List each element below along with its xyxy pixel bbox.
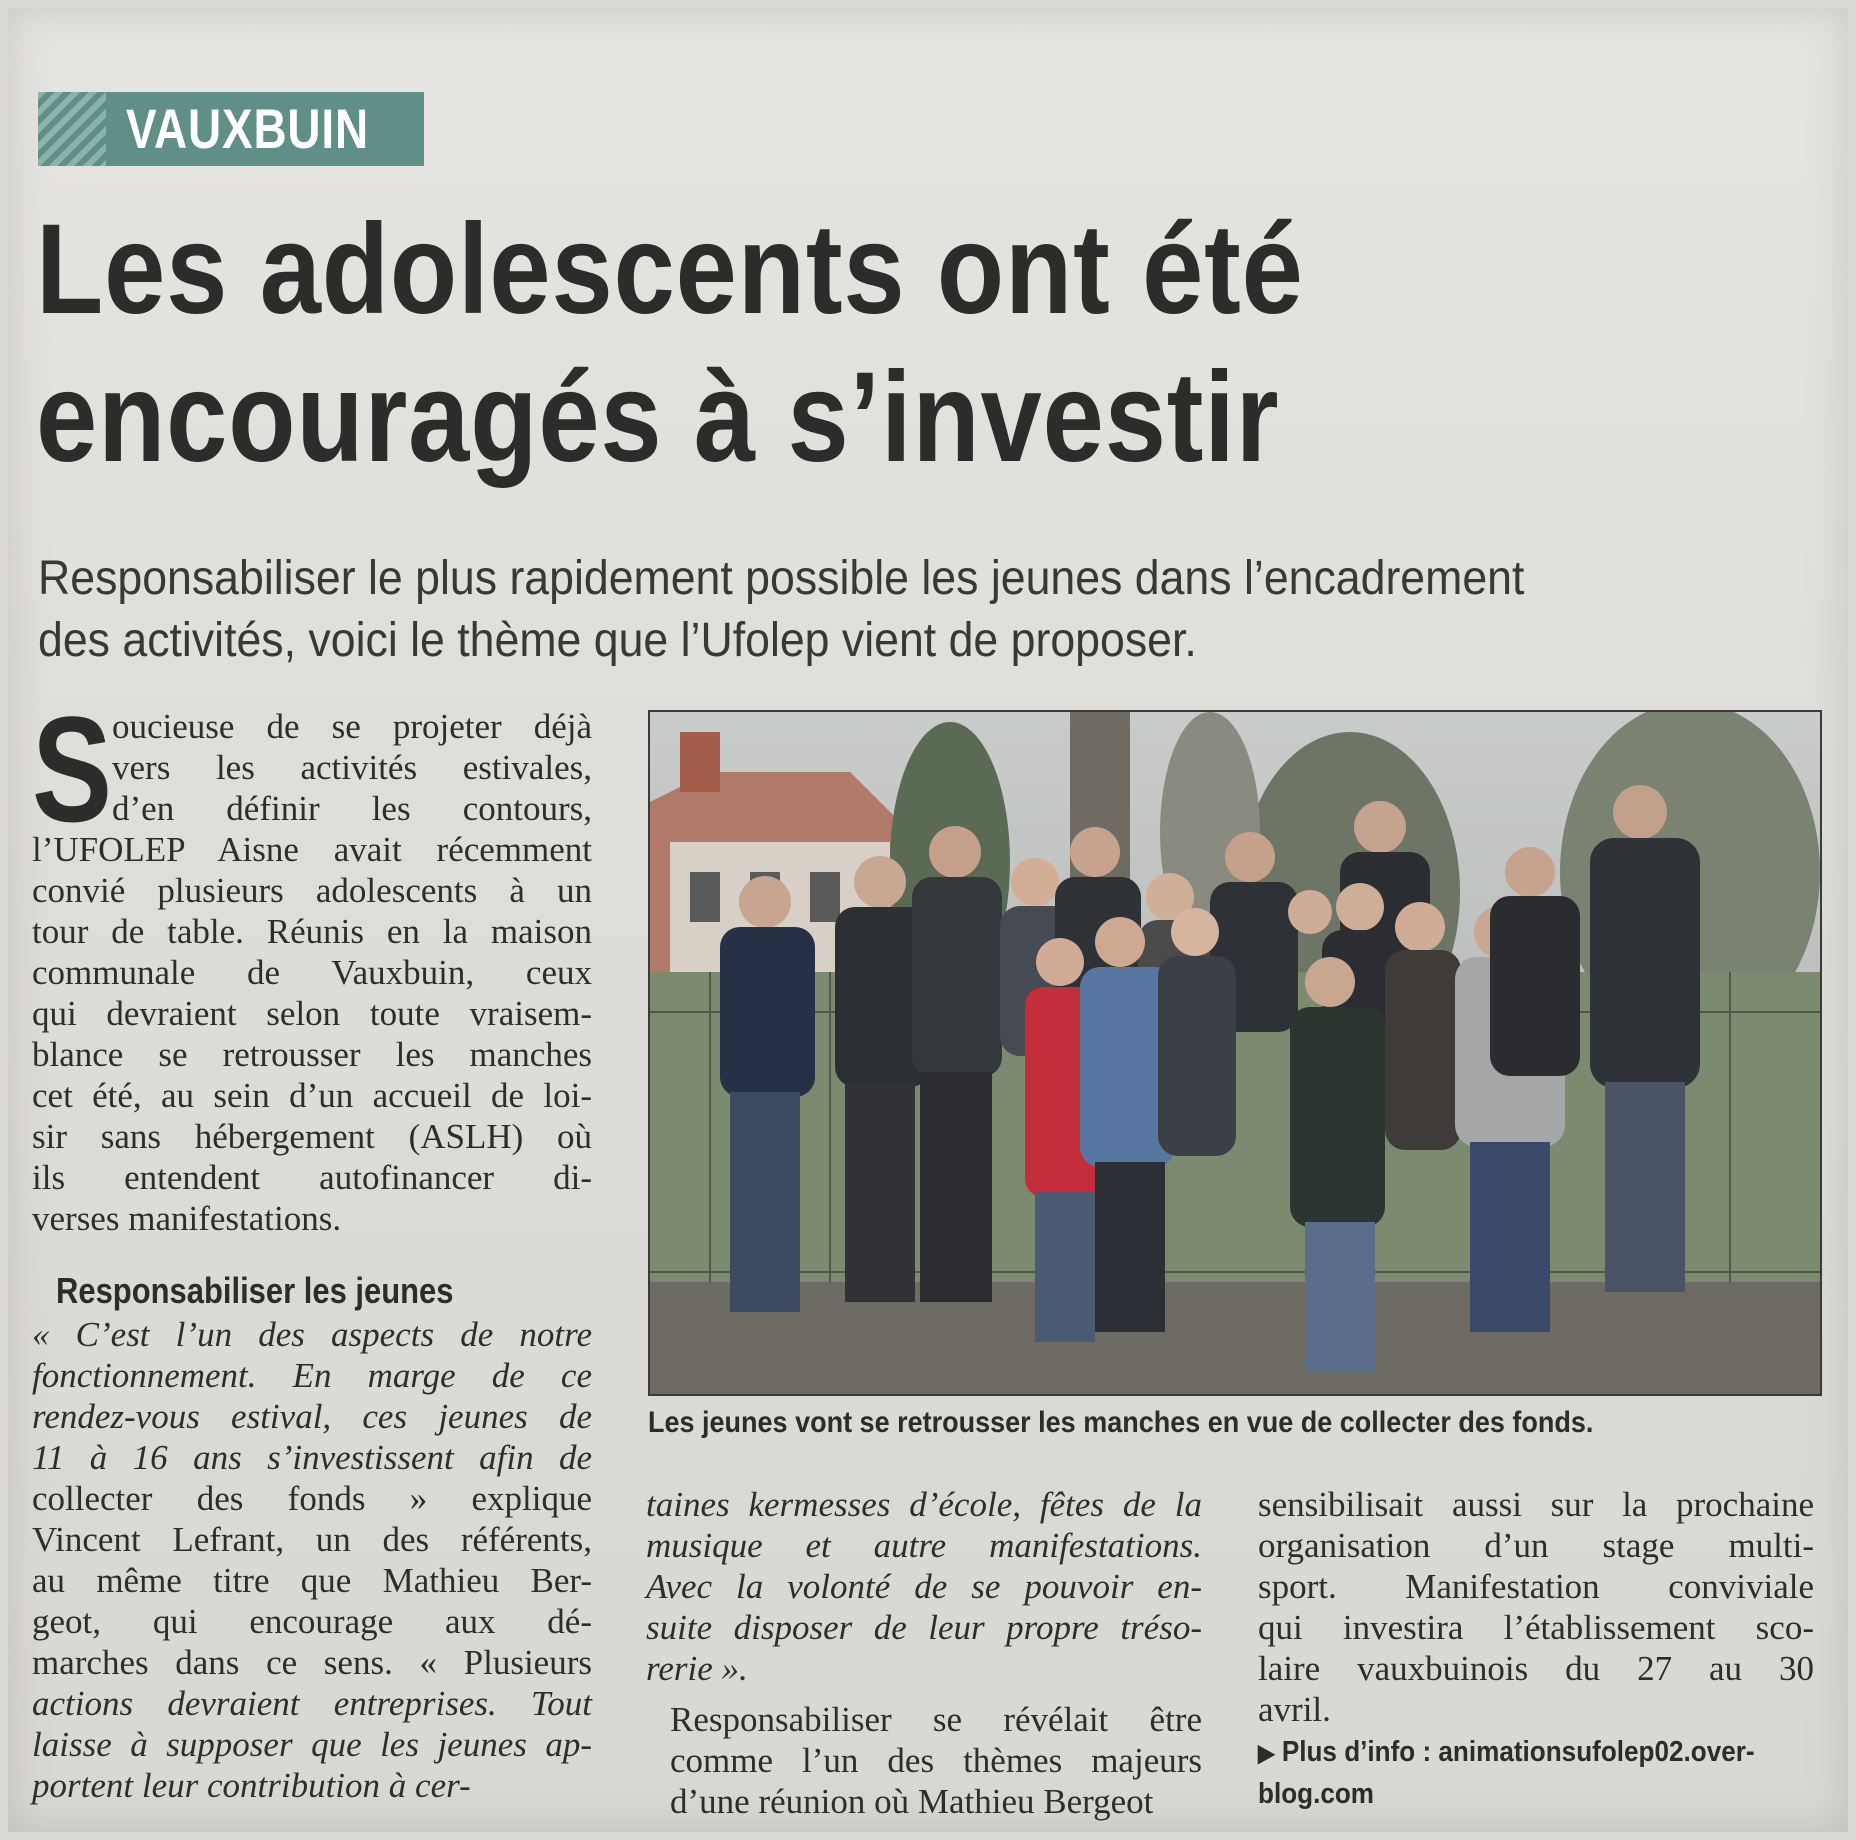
section-kicker (38, 92, 424, 166)
body-column-2 (646, 1484, 1202, 1822)
text-line: l’UFOLEP Aisne avait récemment (32, 830, 592, 869)
text-line: vers les activités estivales, (112, 748, 592, 787)
text-line: verses manifestations. (32, 1199, 342, 1238)
text-line: laisse à supposer que les jeunes ap- (32, 1725, 592, 1764)
drop-cap: S (32, 685, 113, 853)
text-line: portent leur contribution à cer- (32, 1766, 471, 1805)
text-line: organisation d’un stage multi- (1258, 1526, 1814, 1565)
text-line: d’en définir les contours, (112, 789, 592, 828)
text-line: oucieuse de se projeter déjà (112, 707, 592, 746)
more-info-label: Plus d’info : (1281, 1736, 1432, 1768)
text-line: tour de table. Réunis en la maison (32, 912, 592, 951)
body-column-1-quote (32, 1314, 592, 1806)
text-line: rerie ». (646, 1649, 748, 1688)
newspaper-page (8, 8, 1848, 1832)
text-line: « C’est l’un des aspects de notre (32, 1315, 592, 1354)
body-column-1-intro (32, 685, 592, 1239)
text-line: Avec la volonté de se pouvoir en- (646, 1567, 1202, 1606)
group-photo (648, 710, 1822, 1396)
text-line: fonctionnement. En marge de ce (32, 1356, 592, 1395)
text-line: sensibilisait aussi sur la prochaine (1258, 1485, 1814, 1524)
text-line: Responsabiliser se révélait être (670, 1700, 1202, 1739)
text-line: laire vauxbuinois du 27 au 30 (1258, 1649, 1814, 1688)
text-line: taines kermesses d’école, fêtes de la (646, 1485, 1202, 1524)
intro-paragraph (32, 685, 592, 1239)
group-photo-image (650, 712, 1820, 1394)
headline (36, 196, 1536, 492)
more-info-url-part-1[interactable]: animationsufolep02.over- (1438, 1736, 1755, 1768)
kicker-stripe-decoration (38, 92, 106, 166)
headline-line-2: encouragés à s’investir (36, 346, 1280, 489)
text-line: sir sans hébergement (ASLH) où (32, 1117, 592, 1156)
subheading: Responsabiliser les jeunes (56, 1270, 454, 1311)
text-line: marches dans ce sens. « Plusieurs (32, 1643, 592, 1682)
text-line: avril. (1258, 1690, 1331, 1729)
text-line: collecter des fonds » explique (32, 1479, 592, 1518)
standfirst-line-1: Responsabiliser le plus rapidement possible les jeunes dans l’encadrement (38, 552, 1525, 605)
text-line: comme l’un des thèmes majeurs (670, 1741, 1202, 1780)
text-line: convié plusieurs adolescents à un (32, 871, 592, 910)
more-info-url-part-2[interactable]: blog.com (1258, 1778, 1375, 1810)
text-line: 11 à 16 ans s’investissent afin de (32, 1438, 592, 1477)
more-info (1258, 1732, 1818, 1814)
text-line: communale de Vauxbuin, ceux (32, 953, 592, 992)
triangle-right-icon: ▶ (1258, 1740, 1275, 1767)
text-line: rendez-vous estival, ces jeunes de (32, 1397, 592, 1436)
paragraph (646, 1699, 1202, 1822)
standfirst-line-2: des activités, voici le thème que l’Ufolep vient de proposer. (38, 614, 1197, 667)
text-line: qui devraient selon toute vraisem- (32, 994, 592, 1033)
text-line: au même titre que Mathieu Ber- (32, 1561, 592, 1600)
section-label: VAUXBUIN (126, 97, 369, 160)
photo-caption: Les jeunes vont se retrousser les manches en vue de collecter des fonds. (648, 1406, 1594, 1439)
text-line: sport. Manifestation conviviale (1258, 1567, 1814, 1606)
text-line: actions devraient entreprises. Tout (32, 1684, 592, 1723)
text-line: geot, qui encourage aux dé- (32, 1602, 592, 1641)
text-line: blance se retrousser les manches (32, 1035, 592, 1074)
text-line: cet été, au sein d’un accueil de loi- (32, 1076, 592, 1115)
text-line: d’une réunion où Mathieu Bergeot (670, 1782, 1154, 1821)
text-line: ils entendent autofinancer di- (32, 1158, 592, 1197)
body-column-3 (1258, 1484, 1814, 1730)
text-line: Vincent Lefrant, un des référents, (32, 1520, 592, 1559)
standfirst (38, 548, 1838, 672)
text-line: suite disposer de leur propre tréso- (646, 1608, 1202, 1647)
headline-line-1: Les adolescents ont été (36, 198, 1304, 341)
text-line: qui investira l’établissement sco- (1258, 1608, 1814, 1647)
text-line: musique et autre manifestations. (646, 1526, 1202, 1565)
more-info-line-1 (1258, 1732, 1762, 1774)
